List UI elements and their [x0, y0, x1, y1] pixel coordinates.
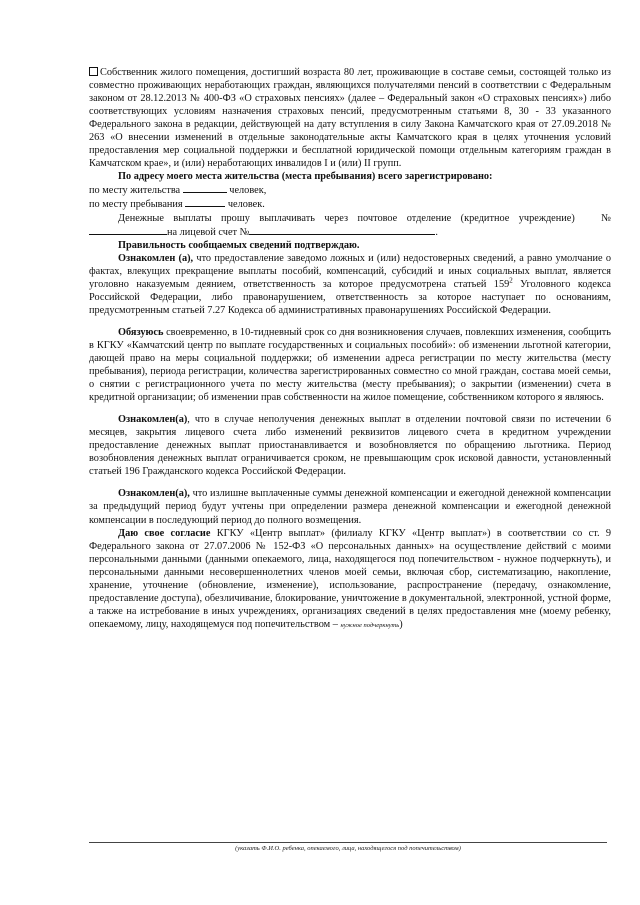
document-body: [89, 66, 611, 632]
payment-paragraph: Денежные выплаты прошу выплачивать через почтовое отделение (кредитное учреждение) №на лицевой счет № .: [89, 212, 611, 239]
confirm-line: Правильность сообщаемых сведений подтверждаю.: [118, 239, 360, 251]
residence-count-field[interactable]: [183, 183, 227, 193]
signature-caption: (указать Ф.И.О. ребенка, опекаемого, лица, находящегося под попечительством): [235, 845, 461, 852]
paragraph-owner-80: Собственник жилого помещения, достигший возраста 80 лет, проживающие в составе семьи, состоящей только из совместно проживающих неработающих граждан, являющихся получателями пенсий в соответствии с Федеральным законом от 28.12.2013 № 400-ФЗ «О страховых пенсиях» (далее – Федеральный закон «О страховых пенсиях») либо соответствующих условиям назначения страховых пенсий, предусмотренным статьями 8, 30 - 33 указанного Федерального закона в редакции, действующей на дату вступления в силу Закона Камчатского края от 27.09.2018 № 263 «О внесении изменений в отдельные законодательные акты Камчатского края в целях уточнения условий предоставления мер социальной поддержки и бесплатной юридической помощи отдельным категориям граждан в Камчатском крае», и (или) неработающих инвалидов I и (или) II групп.: [89, 67, 611, 170]
registered-residence-line: по месту жительства человек,: [89, 185, 267, 197]
paragraph-oblige: Обязуюсь своевременно, в 10-тидневный срок со дня возникновения случаев, повлекших изменения, сообщить в КГКУ «Камчатский центр по выплате государственных и социальных пособий»: об изменении льготной категории, дающей право на меры социальной поддержки; об изменении адреса регистрации по месту жительства (месту пребывания), периода регистрации, количества зарегистрированных совместно со мной граждан, состава моей семьи, о снятии с регистрационного учета по месту жительства (месту пребывания); о закрытии (изменении) счета в кредитной организации; об изменении прав собственности на жилое помещение, собственником которого я являюсь.: [89, 326, 611, 404]
paragraph-familiar-overpayment: Ознакомлен(а), что излишне выплаченные суммы денежной компенсации и ежегодной денежной компенсации за предыдущий период будут учтены при определении размера денежной компенсации и ежегодной денежной компенсации в последующий период до полного возмещения.: [89, 488, 611, 526]
account-number-field[interactable]: [249, 225, 435, 235]
signature-line[interactable]: [89, 842, 607, 843]
institution-number-field[interactable]: [89, 225, 167, 235]
paragraph-familiar-liability: Ознакомлен (а), что предоставление заведомо ложных и (или) недостоверных сведений, а равно умолчание о фактах, влекущих прекращение выплаты пособий, компенсаций, субсидий и иных социальных выплат, является уголовно наказуемым деянием, ответственность за которое предусмотрена статьей $159^2$ Уголовного кодекса Российской Федерации, либо правонарушением, ответственность за которое наступает по основаниям, предусмотренным статьей 7.27 Кодекса об административных правонарушениях Российской Федерации.: [89, 252, 611, 316]
registered-heading: По адресу моего места жительства (места пребывания) всего зарегистрировано:: [118, 171, 493, 183]
registered-stay-line: по месту пребывания человек.: [89, 199, 265, 211]
paragraph-consent: Даю свое согласие КГКУ «Центр выплат» (филиалу КГКУ «Центр выплат») в соответствии со ст. 9 Федерального закона от 27.07.2006 № 152-ФЗ «О персональных данных» на осуществление действий с моими персональными данными (данными опекаемого, лица, находящегося под попечительством - нужное подчеркнуть), и персональными данными несовершеннолетних членов моей семьи, включая сбор, систематизацию, накопление, хранение, уточнение (обновление, изменение), использование, распространение (передачу, ознакомление, предоставление доступа), обезличивание, блокирование, уничтожение в документальной, электронной, устной форме, а также на истребование в иных учреждениях, организациях сведений в целях предоставления мне (моему ребенку, опекаемому, лицу, находящемуся под попечительством – нужное подчеркнуть): [89, 527, 611, 630]
paragraph-familiar-suspension: Ознакомлен(а), что в случае неполучения денежных выплат в отделении почтовой связи по истечении 6 месяцев, закрытия лицевого счета либо изменений реквизитов лицевого счета в кредитном учреждении предоставление денежных выплат приостанавливается и возобновляется по обращению льготника. Период возобновления денежных выплат ограничивается сроком, не превышающим срок исковой давности, установленный статьей 196 Гражданского кодекса Российской Федерации.: [89, 414, 611, 478]
checkbox[interactable]: [89, 67, 98, 76]
stay-count-field[interactable]: [185, 197, 225, 207]
